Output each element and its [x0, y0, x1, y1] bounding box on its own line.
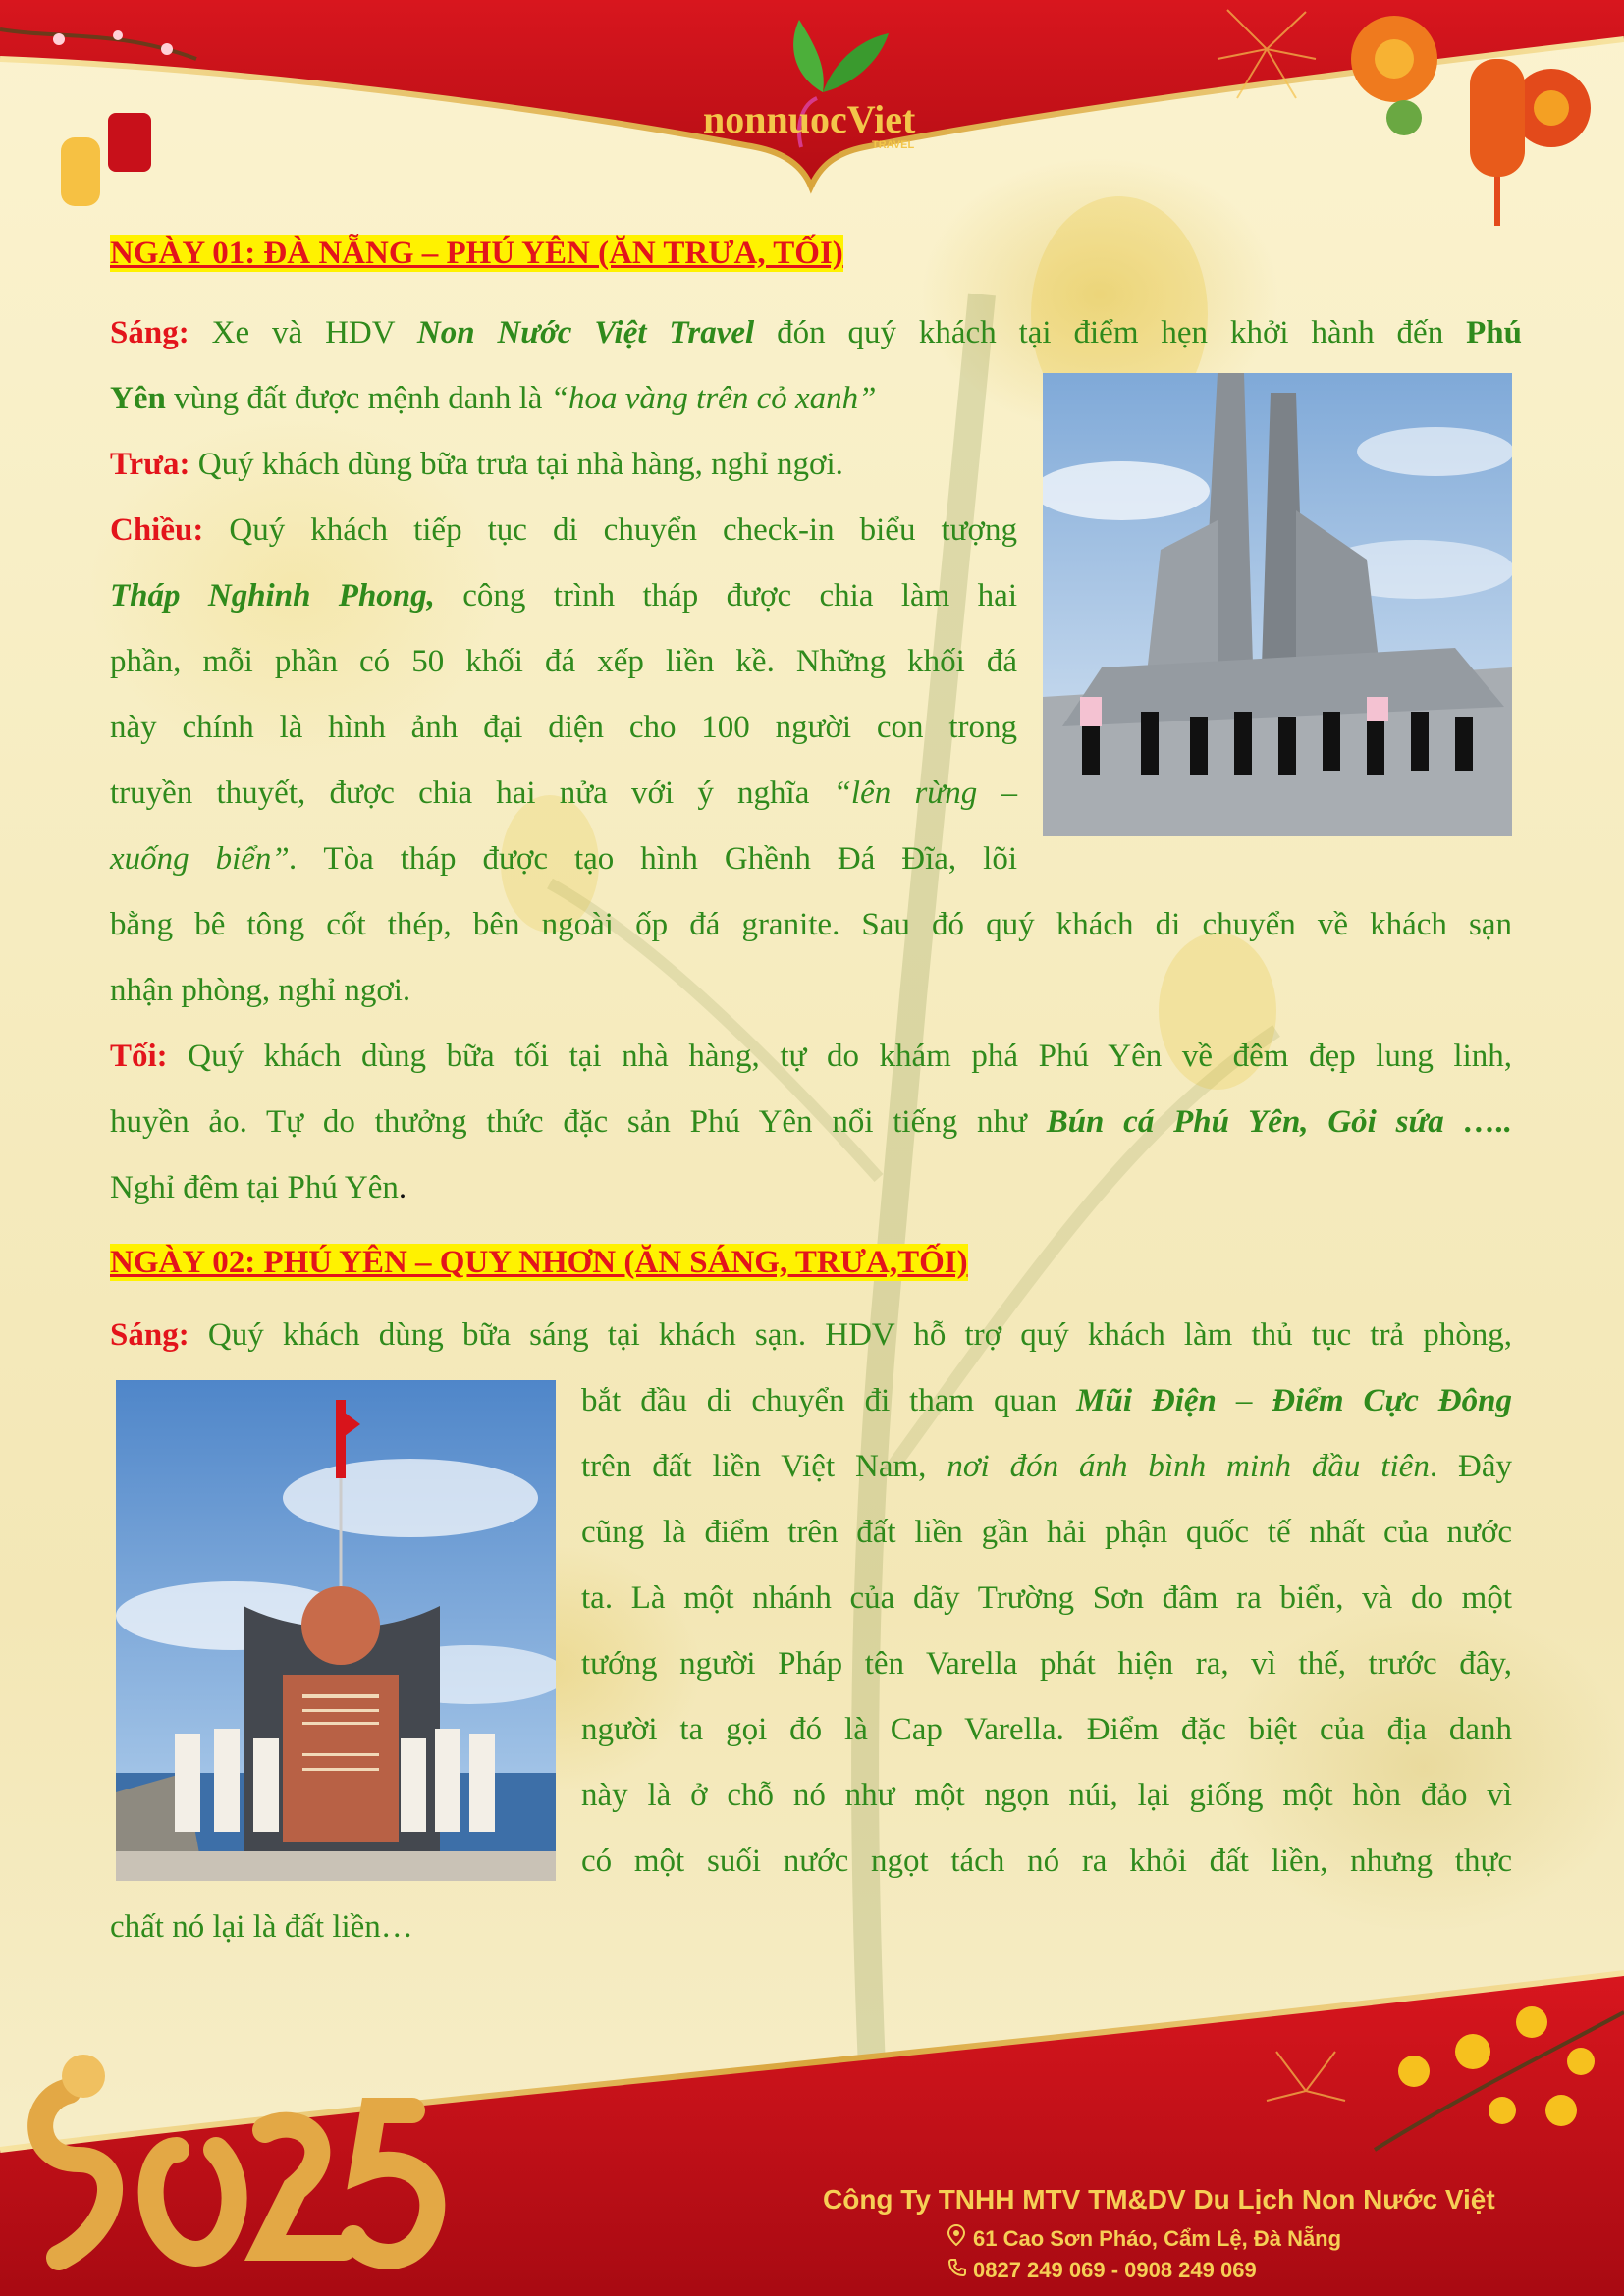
day2-morning-line4: cũng là điểm trên đất liền gần hải phận quốc tế nhất của nước	[581, 1515, 1512, 1550]
day1-evening-line3	[110, 1168, 406, 1207]
text: vùng đất được mệnh danh là	[165, 381, 551, 416]
text: Quý khách dùng bữa trưa tại nhà hàng, nghỉ ngơi.	[189, 447, 843, 482]
place-name: Yên	[110, 381, 166, 416]
text: huyền ảo. Tự do thưởng thức đặc sản Phú Yên nổi tiếng như	[110, 1104, 1047, 1140]
day2-morning-line1	[110, 1315, 1512, 1355]
company-name: Non Nước Việt Travel	[416, 315, 755, 350]
day2-morning-line8: này là ở chỗ nó như một ngọn núi, lại giống một hòn đảo vì	[581, 1778, 1512, 1813]
day2-morning-line9: có một suối nước ngọt tách nó ra khỏi đất liền, nhưng thực	[581, 1843, 1512, 1879]
phone-text: 0827 249 069 - 0908 249 069	[973, 2258, 1257, 2282]
nickname-quote: “hoa vàng trên cỏ xanh”	[550, 381, 877, 416]
sunrise-phrase: nơi đón ánh bình minh đầu tiên	[947, 1449, 1430, 1484]
tower-photo-illustration	[1043, 373, 1512, 836]
day1-noon-line	[110, 445, 843, 484]
afternoon-label: Chiều:	[110, 512, 204, 548]
day1-afternoon-line1	[110, 510, 1017, 550]
morning-label: Sáng:	[110, 315, 189, 350]
footer-banner	[0, 1953, 1624, 2296]
text: bắt đầu di chuyển đi tham quan	[581, 1383, 1077, 1418]
day1-afternoon-line7: bằng bê tông cốt thép, bên ngoài ốp đá granite. Sau đó quý khách di chuyển về khách sạn	[110, 907, 1512, 942]
tower-name: Tháp Nghinh Phong,	[110, 578, 435, 614]
text: truyền thuyết, được chia hai nửa với ý nghĩa	[110, 775, 834, 811]
text: Xe và HDV	[189, 315, 417, 350]
day1-afternoon-line5	[110, 774, 1017, 813]
day1-evening-line2	[110, 1102, 1512, 1142]
cape-photo	[116, 1380, 556, 1881]
phone-icon	[947, 2258, 967, 2283]
day2-morning-line3	[581, 1447, 1512, 1486]
footer-red-ribbon	[0, 1953, 1624, 2296]
meaning-quote: “lên rừng –	[833, 775, 1017, 811]
evening-label: Tối:	[110, 1039, 168, 1074]
text: công trình tháp được chia làm hai	[434, 578, 1017, 614]
text: Quý khách tiếp tục di chuyển check-in biểu tượng	[203, 512, 1017, 548]
company-address	[947, 2224, 1341, 2252]
text: Quý khách dùng bữa sáng tại khách sạn. HDV hỗ trợ quý khách làm thủ tục trả phòng,	[189, 1317, 1512, 1353]
day1-morning-line1	[110, 313, 1522, 352]
day1-afternoon-line6	[110, 839, 1017, 879]
text: trên đất liền Việt Nam,	[581, 1449, 947, 1484]
day2-heading: NGÀY 02: PHÚ YÊN – QUY NHƠN (ĂN SÁNG, TRƯA,TỐI)	[110, 1245, 968, 1280]
brand-logo	[687, 10, 933, 157]
day2-morning-line10: chất nó lại là đất liền…	[110, 1909, 413, 1945]
text: Quý khách dùng bữa tối tại nhà hàng, tự do khám phá Phú Yên về đêm đẹp lung linh,	[167, 1039, 1512, 1074]
location-pin-icon	[947, 2224, 967, 2252]
day1-evening-line1	[110, 1037, 1512, 1076]
day1-afternoon-line2	[110, 576, 1017, 615]
meaning-quote: xuống biển”.	[110, 841, 298, 877]
text: Tòa tháp được tạo hình Ghềnh Đá Đĩa, lõi	[298, 841, 1017, 877]
day1-heading: NGÀY 01: ĐÀ NẴNG – PHÚ YÊN (ĂN TRƯA, TỐI)	[110, 236, 843, 271]
company-phone	[947, 2258, 1257, 2283]
noon-label: Trưa:	[110, 447, 190, 482]
text: . Đây	[1429, 1449, 1512, 1484]
logo-subtitle: TRAVEL	[872, 139, 915, 151]
cape-photo-illustration	[116, 1380, 556, 1881]
text: .	[398, 1170, 407, 1205]
day1-afternoon-line3: phần, mỗi phần có 50 khối đá xếp liền kề. Những khối đá	[110, 644, 1017, 679]
day2-morning-line5: ta. Là một nhánh của dãy Trường Sơn đâm ra biển, và do một	[581, 1580, 1512, 1616]
place-name: Mũi Điện	[1076, 1383, 1217, 1418]
text: Nghỉ đêm tại Phú Yên	[110, 1170, 399, 1205]
morning-label: Sáng:	[110, 1317, 189, 1353]
text: –	[1216, 1383, 1272, 1418]
company-name: Công Ty TNHH MTV TM&DV Du Lịch Non Nước Việt	[823, 2184, 1495, 2215]
specialty-foods: Bún cá Phú Yên, Gỏi sứa …..	[1046, 1104, 1512, 1140]
address-text: 61 Cao Sơn Pháo, Cẩm Lệ, Đà Nẵng	[973, 2226, 1342, 2251]
day1-afternoon-line4: này chính là hình ảnh đại diện cho 100 người con trong	[110, 710, 1017, 745]
text: đón quý khách tại điểm hẹn khởi hành đến	[754, 315, 1467, 350]
day1-morning-line2	[110, 379, 876, 418]
day1-afternoon-line8: nhận phòng, nghỉ ngơi.	[110, 973, 411, 1008]
day2-morning-line6: tướng người Pháp tên Varella phát hiện ra, vì thế, trước đây,	[581, 1646, 1512, 1682]
tower-photo	[1043, 373, 1512, 836]
place-name: Phú	[1466, 315, 1522, 350]
logo-wordmark: nonnuocViet	[703, 97, 916, 141]
day2-morning-line2	[581, 1381, 1512, 1420]
day2-morning-line7: người ta gọi đó là Cap Varella. Điểm đặc biệt của địa danh	[581, 1712, 1512, 1747]
place-name: Điểm Cực Đông	[1272, 1383, 1512, 1418]
header-banner	[0, 0, 1624, 226]
